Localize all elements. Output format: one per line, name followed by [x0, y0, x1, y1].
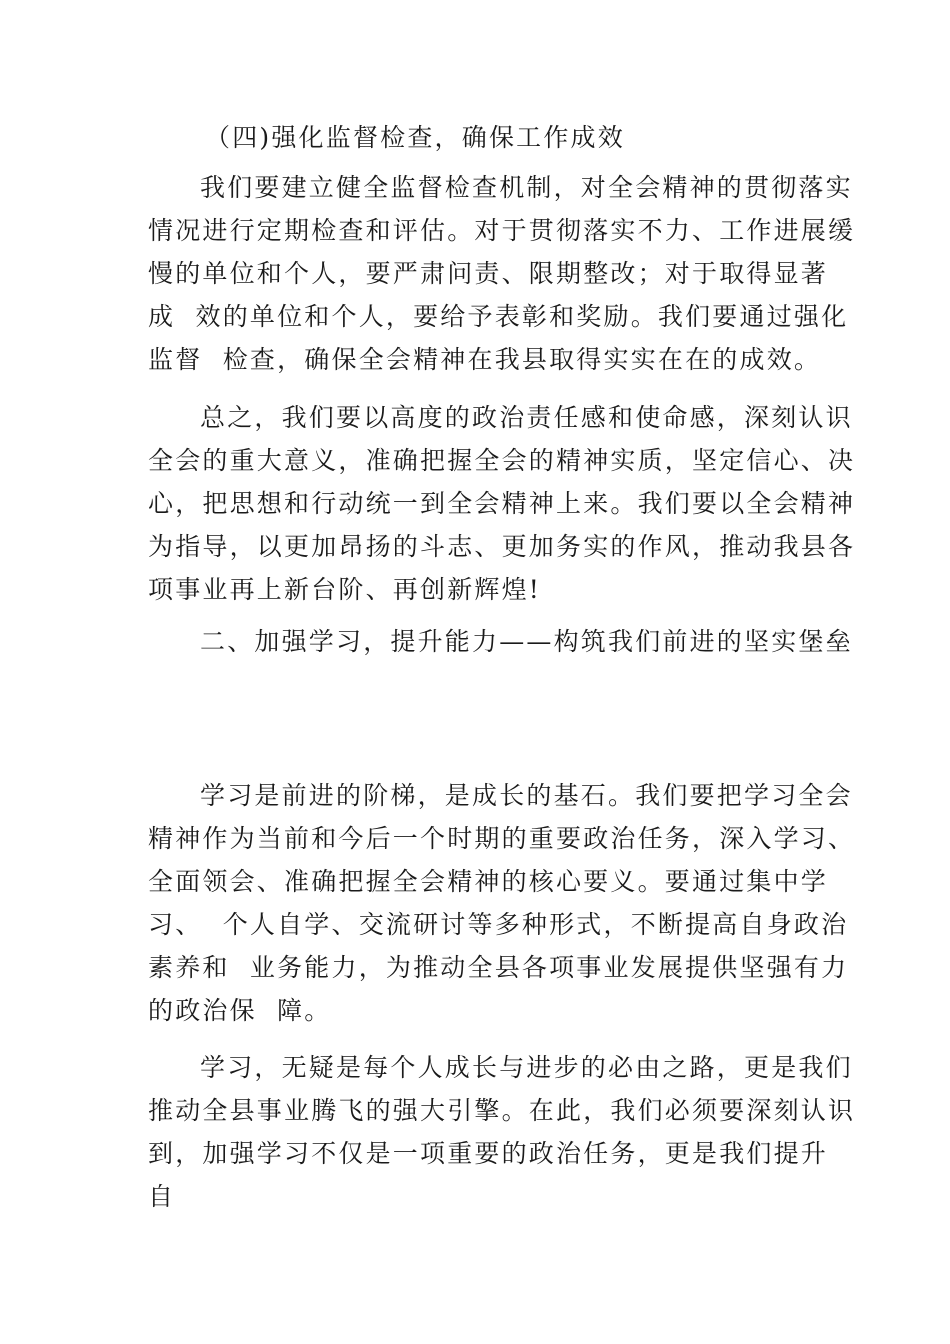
paragraph-line: 素养和 业务能力，为推动全县各项事业发展提供坚强有力 — [148, 953, 849, 982]
paragraph-line: 慢的单位和个人，要严肃问责、限期整改；对于取得显著 — [148, 259, 829, 288]
paragraph-line: 推动全县事业腾飞的强大引擎。在此，我们必须要深刻认识 — [148, 1096, 856, 1125]
paragraph-line: 成 效的单位和个人，要给予表彰和奖励。我们要通过强化 — [148, 302, 849, 331]
paragraph-line: 全面领会、准确把握全会精神的核心要义。要通过集中学 — [148, 867, 829, 896]
paragraph-line: 学习是前进的阶梯，是成长的基石。我们要把学习全会 — [200, 781, 853, 810]
paragraph-line: 全会的重大意义，准确把握全会的精神实质，坚定信心、决 — [148, 446, 856, 475]
paragraph-line: 项事业再上新台阶、再创新辉煌! — [148, 575, 542, 604]
paragraph-line: 我们要建立健全监督检查机制，对全会精神的贯彻落实 — [200, 173, 853, 202]
paragraph-line: 心，把思想和行动统一到全会精神上来。我们要以全会精神 — [148, 489, 856, 518]
paragraph-line: 监督 检查，确保全会精神在我县取得实实在在的成效。 — [148, 345, 822, 374]
paragraph-line: 到，加强学习不仅是一项重要的政治任务，更是我们提升 — [148, 1139, 829, 1168]
paragraph-line: 为指导，以更加昂扬的斗志、更加务实的作风，推动我县各 — [148, 532, 856, 561]
paragraph-line: 精神作为当前和今后一个时期的重要政治任务，深入学习、 — [148, 824, 856, 853]
paragraph-line: 的政治保 障。 — [148, 996, 332, 1025]
section-heading-two: 二、加强学习，提升能力——构筑我们前进的坚实堡垒 — [200, 627, 853, 656]
paragraph-line: 总之，我们要以高度的政治责任感和使命感，深刻认识 — [200, 403, 853, 432]
section-heading-four: （四)强化监督检查，确保工作成效 — [205, 123, 625, 152]
paragraph-line: 习、 个人自学、交流研讨等多种形式，不断提高自身政治 — [148, 910, 849, 939]
paragraph-line: 学习，无疑是每个人成长与进步的必由之路，更是我们 — [200, 1053, 853, 1082]
paragraph-line: 情况进行定期检查和评估。对于贯彻落实不力、工作进展缓 — [148, 216, 856, 245]
paragraph-line: 自 — [148, 1182, 176, 1211]
